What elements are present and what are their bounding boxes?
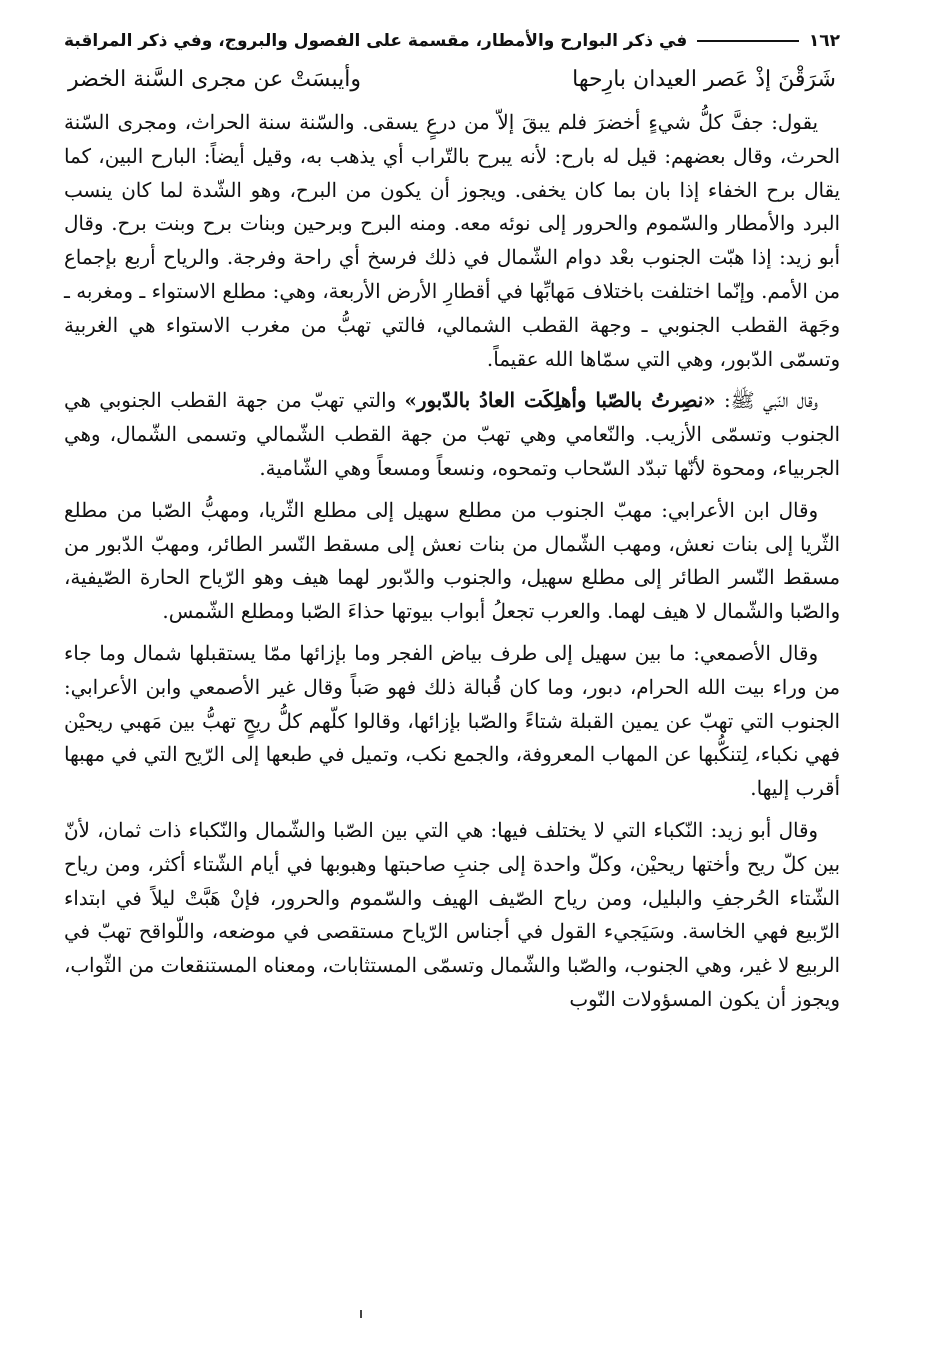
paragraph-2-continuation: الجنوبي هي الجنوب وتسمّى الأزيب. والنّعامي وهي تهبّ من جهة القطب الشّمالي وتسمى الشّمال، وهي الجربياء، ومحوة لأنّها تبدّد السّحاب وتمحوه، ونسعاً ومسعاً وهي الشّامية. xyxy=(64,389,840,480)
paragraph-5: وقال أبو زيد: النّكباء التي لا يختلف فيها: هي التي بين الصّبا والشّمال والنّكباء ذات ثمان، لأنّ بين كلّ ريح وأختها ريحيْن، وكلّ واحدة إلى جنبِ صاحبتها وهبوبها في أيام الشّتاء أكثر، ومن رياح الشّتاء الحُرجفِ والبليل، ومن رياح الصّيف الهيف والسّموم والحرور، فإنْ هَبَّتْ ليلاً في ابتداء الرّبيع فهي الخاسة. وسَيَجيء القول في أجناس الرّياح مستقصى في موضعه، واللّواقح تهبّ في الربيع لا غير، وهي الجنوب، والصّبا والشّمال وتسمّى المستثابات، ومعناه المستنقعات من الثّواب، ويجوز أن يكون المسؤولات النّوب xyxy=(64,818,840,1011)
page-header xyxy=(64,28,840,54)
paragraph-1: يقول: جفَّ كلُّ شيءٍ أخضرَ فلم يبقَ إلاّ من درعٍ يسقى. والسّنة سنة الحراث، ومجرى السّنة الحرث، وقال بعضهم: قيل له بارح: لأنه يبرح بالتّراب أي يذهب به، وقيل أيضاً: البارح البين، كما يقال برح الخفاء إذا بان بما كان يخفى. ويجوز أن يكون من البرح، وهو الشّدة لما كان ينسب البرد والأمطار والسّموم والحرور إلى نوئه معه. ومنه البرح وبرحين وبنات برح وبنت برح. وقال أبو زيد: إذا هبّت الجنوب بعْد دوام الشّمال في ذلك فرسخ أي راحة وفرجة. والرياح أربع بإجماع من الأمم. وإنّما اختلفت باختلاف مَهابِّها في أقطارِ الأرض الأربعة، وهي: مطلع الاستواء ـ ومغربه ـ وجَهة القطب الجنوبي ـ وجهة القطب الشمالي، فالتي تهبُّ من مغرب الاستواء هي الغربية وتسمّى الدّبور، وهي التي سمّاها الله عقيماً. xyxy=(64,111,840,371)
page-mark xyxy=(360,1310,362,1318)
paragraph-2 xyxy=(64,384,840,485)
poetry-verse xyxy=(64,62,840,98)
running-title: في ذكر البوارح والأمطار، مقسمة على الفصول والبروج، وفي ذكر المراقبة xyxy=(64,31,688,51)
verse-second-hemistich: وأيبسَتْ عن مجرى السَّنة الخضر xyxy=(68,67,362,92)
book-page xyxy=(64,28,840,1328)
hadith-lead: وقال النّبي ﷺ: xyxy=(724,389,819,413)
hadith-tail: والتي تهبّ من جهة القطب xyxy=(170,389,397,413)
paragraph-4: وقال الأصمعي: ما بين سهيل إلى طرف بياض الفجر وما بإزائها ممّا يستقبلها شمال وما جاء من وراء بيت الله الحرام، دبور، وما كان قُبالة ذلك فهو صَباً وقال غير الأصمعي وابن الأعرابي: الجنوب التي تهبّ عن يمين القبلة شتاءً والصّبا بإزائها، وقالوا كلّهم كلُّ ريحٍ تهبُّ بين مَهبي ريحيْن فهي نكباء، لِتنكُّبها عن المهاب المعروفة، والجمع نكب، وتميل في طبعها إلى الرّيح التي في مهبها أقرب إليها. xyxy=(64,641,840,801)
page-number: ١٦٢ xyxy=(808,31,840,51)
hadith-quote: «نصِرتُ بالصّبا وأهلِكَت العادُ بالدّبور» xyxy=(404,388,716,413)
verse-first-hemistich: شَرَقْنَ إذْ عَصر العيدان بارِحها xyxy=(572,67,836,92)
header-rule xyxy=(697,40,799,42)
paragraph-3: وقال ابن الأعرابي: مهبّ الجنوب من مطلع سهيل إلى مطلع الثّريا، ومهبُّ الصّبا من مطلع الثّريا إلى بنات نعش، ومهب الشّمال من بنات نعش إلى مسقط النّسر الطائر، ومهبّ الدّبور من مسقط النّسر الطائر إلى مطلع سهيل، والجنوب والدّبور لهما هيف وهو الرّياح الحارة الصّيفية، والصّبا والشّمال لا هيف لهما. والعرب تجعلُ أبواب بيوتها حذاءَ الصّبا ومطلع الشّمس. xyxy=(64,498,840,624)
